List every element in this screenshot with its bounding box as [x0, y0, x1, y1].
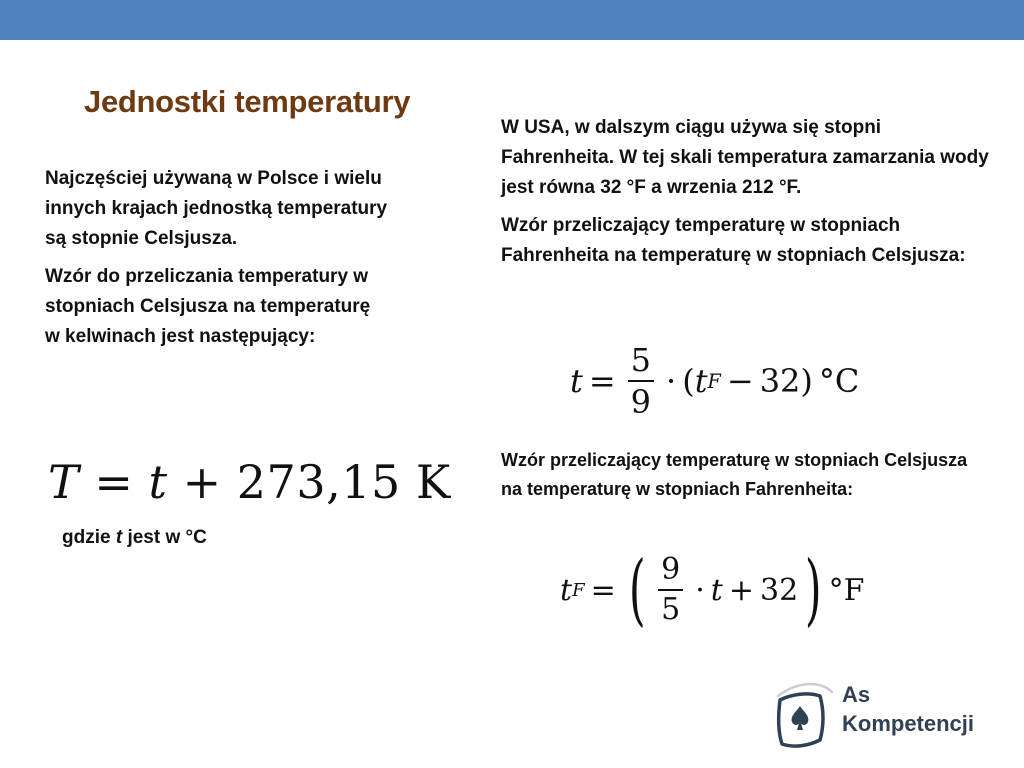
- c2f-dot: ·: [695, 572, 705, 608]
- f2c-fraction: [628, 341, 654, 421]
- fahrenheit-to-celsius-formula: [570, 341, 860, 421]
- unit-note: [62, 527, 207, 549]
- top-bar: [0, 0, 1024, 40]
- formula-kelvin-const: 273,15: [236, 455, 401, 509]
- c2f-denominator: 5: [661, 592, 681, 627]
- ace-card-icon: [768, 676, 838, 752]
- c2f-plus: +: [728, 572, 754, 608]
- kelvin-formula-intro-text: Wzór do przeliczania temperatury w stopniach Celsjusza na temperaturę w kelwinach jest następujący:: [45, 266, 371, 347]
- kelvin-formula: [48, 455, 451, 509]
- c2f-eq: =: [590, 572, 616, 608]
- f2c-close-paren: ): [800, 362, 813, 400]
- logo-line-2: Kompetencji: [842, 711, 975, 736]
- c2f-lhs: t: [560, 572, 573, 608]
- f2c-eq: =: [588, 362, 616, 400]
- c2f-numerator: 9: [658, 555, 683, 591]
- logo-text: [842, 680, 974, 738]
- slide-title: Jednostki temperatury: [84, 84, 411, 119]
- c2f-open-paren: (: [628, 545, 646, 635]
- left-column: [45, 164, 390, 360]
- f2c-open-paren: (: [682, 362, 695, 400]
- f2c-minus: −: [726, 362, 754, 400]
- f2c-const: 32: [759, 362, 801, 400]
- c2f-t: t: [710, 572, 723, 608]
- unit-note-var: t: [115, 527, 123, 548]
- f2c-tf: t: [694, 362, 708, 400]
- c-to-f-intro-text: Wzór przeliczający temperaturę w stopniach Celsjusza na temperaturę w stopniach Fahrenheita:: [501, 450, 968, 499]
- f2c-denominator: 9: [630, 383, 652, 421]
- c2f-close-paren: ): [805, 545, 822, 635]
- f2c-unit: °C: [818, 362, 860, 400]
- right-column: [501, 113, 991, 279]
- c2f-unit: °F: [828, 572, 865, 608]
- c2f-const: 32: [759, 572, 799, 608]
- f2c-lhs: t: [570, 362, 583, 400]
- unit-note-suffix: jest w °C: [122, 527, 207, 548]
- celsius-intro-text: Najczęściej używaną w Polsce i wielu innych krajach jednostką temperatury są stopnie Celsjusza.: [45, 168, 388, 249]
- celsius-to-fahrenheit-formula: [560, 545, 865, 635]
- formula-kelvin-unit: K: [415, 455, 451, 509]
- f-to-c-intro-text: Wzór przeliczający temperaturę w stopniach Fahrenheita na temperaturę w stopniach Celsjusza:: [501, 215, 966, 266]
- right-column-lower: [501, 446, 991, 512]
- unit-note-prefix: gdzie: [62, 527, 116, 548]
- formula-kelvin-plus: +: [182, 455, 222, 509]
- f2c-tf-sub: F: [707, 369, 721, 393]
- fahrenheit-intro-text: W USA, w dalszym ciągu używa się stopni Fahrenheita. W tej skali temperatura zamarzania wody jest równa 32 °F a wrzenia 212 °F.: [501, 117, 989, 198]
- c2f-fraction: [658, 552, 683, 627]
- formula-kelvin-t: t: [148, 455, 168, 509]
- formula-kelvin-T: T: [48, 455, 80, 509]
- f2c-numerator: 5: [628, 344, 654, 382]
- as-kompetencji-logo: [768, 676, 1008, 752]
- f2c-dot: ·: [666, 362, 677, 400]
- formula-kelvin-eq: =: [94, 455, 134, 509]
- c2f-lhs-sub: F: [572, 579, 585, 601]
- logo-line-1: As: [842, 682, 871, 707]
